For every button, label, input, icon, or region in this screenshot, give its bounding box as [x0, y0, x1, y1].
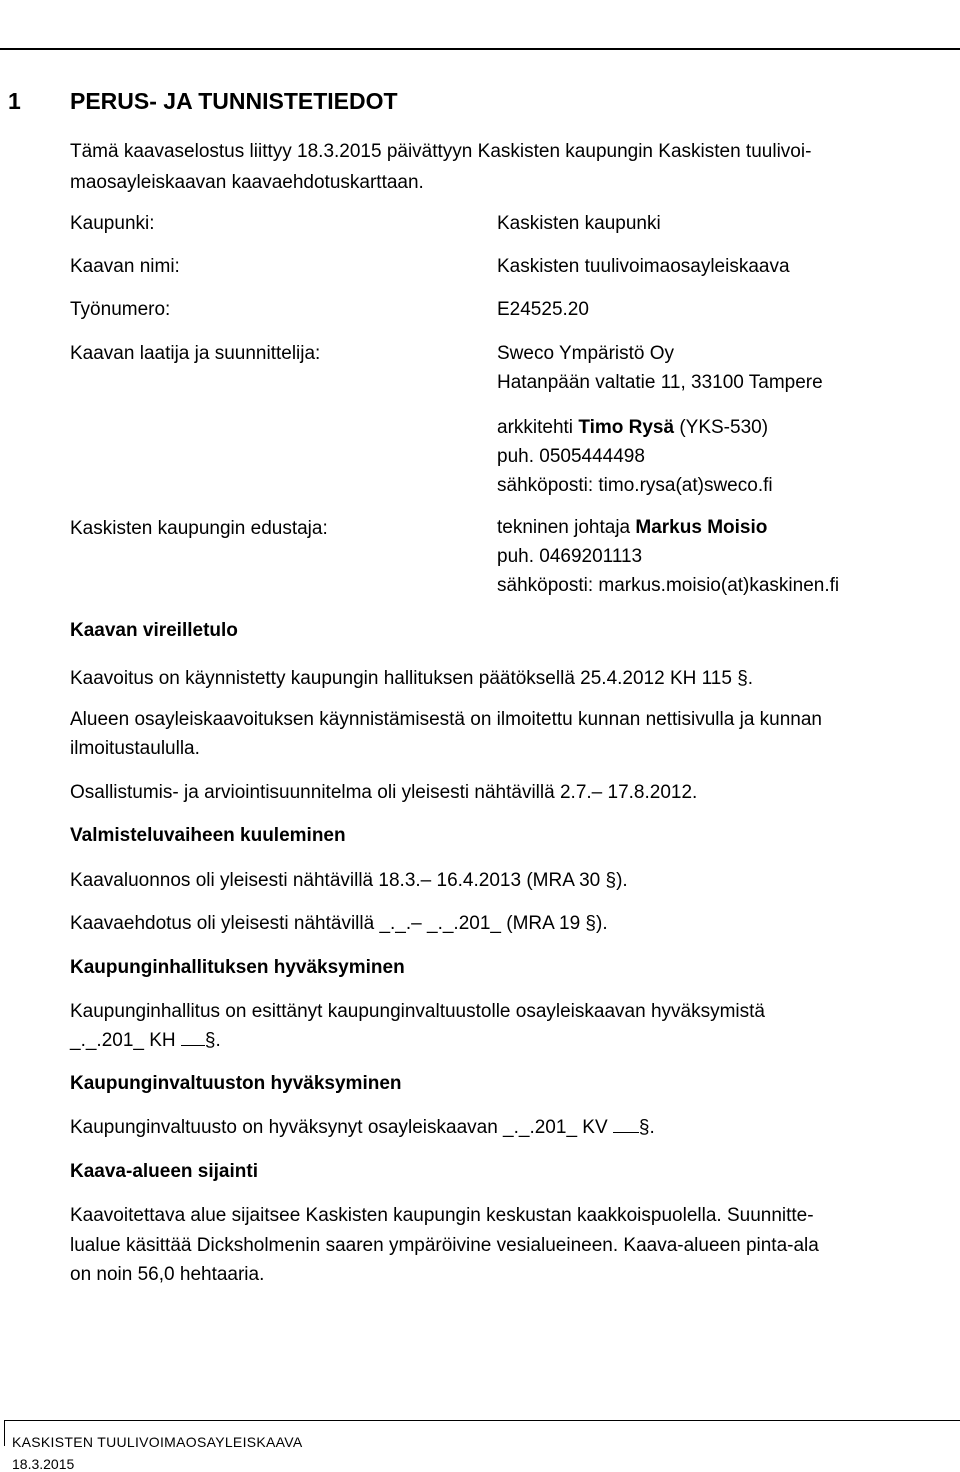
preparation-paragraph-2: Kaavaehdotus oli yleisesti nähtävillä _._.– _._.201_ (MRA 19 §).	[70, 913, 608, 934]
city-rep-contact	[497, 513, 839, 600]
city-rep-role: tekninen johtaja	[497, 517, 636, 538]
footer-date: 18.3.2015	[12, 1456, 75, 1472]
city-rep-label: Kaskisten kaupungin edustaja:	[70, 518, 328, 539]
city-rep-phone: puh. 0469201113	[497, 546, 643, 567]
planner-role: arkkitehti	[497, 417, 579, 438]
plan-name-value: Kaskisten tuulivoimaosayleiskaava	[497, 256, 790, 277]
city-value: Kaskisten kaupunki	[497, 213, 661, 234]
planner-company: Sweco Ympäristö Oy	[497, 343, 675, 364]
location-line-1: Kaavoitettava alue sijaitsee Kaskisten kaupungin keskustan kaakkoispuolella. Suunnitte-	[70, 1205, 814, 1226]
council-section-sign: §.	[638, 1117, 655, 1138]
council-heading: Kaupunginvaltuuston hyväksyminen	[70, 1073, 402, 1094]
preparation-heading: Valmisteluvaiheen kuuleminen	[70, 825, 346, 846]
location-heading: Kaava-alueen sijainti	[70, 1161, 258, 1182]
location-line-3: on noin 56,0 hehtaaria.	[70, 1264, 265, 1285]
city-rep-name: Markus Moisio	[635, 517, 768, 538]
work-number-value: E24525.20	[497, 299, 589, 320]
planner-contact	[497, 413, 773, 500]
planner-address: Hatanpään valtatie 11, 33100 Tampere	[497, 372, 823, 393]
work-number-label: Työnumero:	[70, 299, 171, 320]
preparation-paragraph-1: Kaavaluonnos oli yleisesti nähtävillä 18.3.– 16.4.2013 (MRA 30 §).	[70, 870, 628, 891]
planner-phone: puh. 0505444498	[497, 446, 645, 467]
plan-name-label: Kaavan nimi:	[70, 256, 180, 277]
city-label: Kaupunki:	[70, 213, 155, 234]
council-blank	[613, 1116, 639, 1133]
footer-rule	[4, 1420, 960, 1421]
section-title: PERUS- JA TUNNISTETIEDOT	[70, 88, 398, 114]
intro-line-2: maosayleiskaavan kaavaehdotuskarttaan.	[70, 172, 424, 193]
initiation-paragraph-3: Osallistumis- ja arviointisuunnitelma oli yleisesti nähtävillä 2.7.– 17.8.2012.	[70, 782, 698, 803]
top-rule	[0, 48, 960, 50]
section-number: 1	[8, 88, 21, 114]
planner-title-line	[497, 413, 773, 442]
planner-label: Kaavan laatija ja suunnittelija:	[70, 343, 321, 364]
board-heading: Kaupunginhallituksen hyväksyminen	[70, 957, 405, 978]
board-paragraph-line-2	[70, 1025, 221, 1056]
footer-tick	[4, 1420, 5, 1446]
council-paragraph	[70, 1112, 655, 1143]
board-decision-ref: _._.201_ KH	[70, 1030, 181, 1051]
council-decision-ref: Kaupunginvaltuusto on hyväksynyt osayleiskaavan _._.201_ KV	[70, 1117, 613, 1138]
location-line-2: lualue käsittää Dicksholmenin saaren ympäröivine vesialueineen. Kaava-alueen pinta-ala	[70, 1235, 819, 1256]
board-paragraph-line-1: Kaupunginhallitus on esittänyt kaupunginvaltuustolle osayleiskaavan hyväksymistä	[70, 1001, 765, 1022]
board-section-sign: §.	[204, 1030, 221, 1051]
city-rep-title-line	[497, 513, 839, 542]
planner-email: sähköposti: timo.rysa(at)sweco.fi	[497, 475, 773, 496]
initiation-paragraph-1: Kaavoitus on käynnistetty kaupungin hallituksen päätöksellä 25.4.2012 KH 115 §.	[70, 668, 754, 689]
city-rep-email: sähköposti: markus.moisio(at)kaskinen.fi	[497, 575, 840, 596]
initiation-paragraph-2-line-2: ilmoitustaululla.	[70, 738, 200, 759]
initiation-heading: Kaavan vireilletulo	[70, 620, 238, 641]
board-blank	[181, 1029, 205, 1046]
planner-name: Timo Rysä	[578, 417, 675, 438]
initiation-paragraph-2-line-1: Alueen osayleiskaavoituksen käynnistämisestä on ilmoitettu kunnan nettisivulla ja kunnan	[70, 709, 822, 730]
intro-line-1: Tämä kaavaselostus liittyy 18.3.2015 päivättyyn Kaskisten kaupungin Kaskisten tuulivoi-	[70, 141, 812, 162]
footer-title: KASKISTEN TUULIVOIMAOSAYLEISKAAVA	[12, 1434, 303, 1450]
planner-code: (YKS-530)	[674, 417, 769, 438]
